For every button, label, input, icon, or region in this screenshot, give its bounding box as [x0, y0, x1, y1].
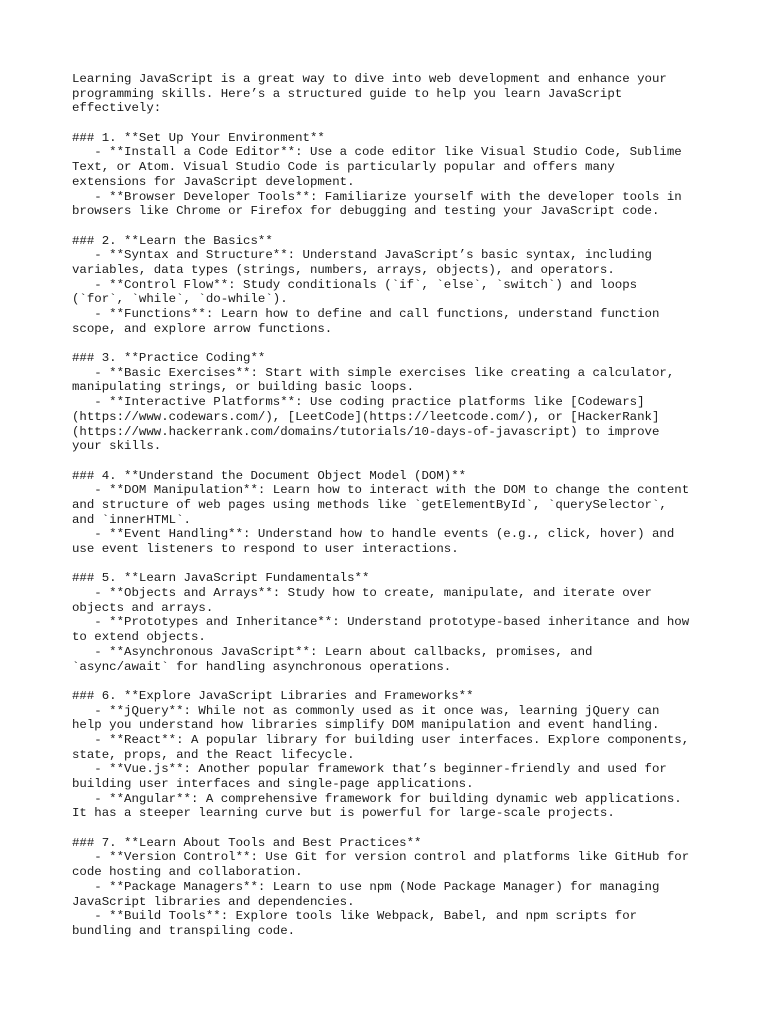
blank-line — [72, 116, 712, 131]
text-line: objects and arrays. — [72, 600, 214, 615]
blank-line — [72, 219, 712, 234]
section-heading: ### 5. **Learn JavaScript Fundamentals** — [72, 571, 370, 586]
text-line: help you understand how libraries simplify DOM manipulation and event handling. — [72, 718, 660, 733]
text-line: - **Interactive Platforms**: Use coding practice platforms like [Codewars] — [72, 395, 645, 410]
section-heading: ### 4. **Understand the Document Object Model (DOM)** — [72, 468, 467, 483]
blank-line — [72, 821, 712, 836]
text-line: - **Asynchronous JavaScript**: Learn about callbacks, promises, and — [72, 644, 593, 659]
text-line: and structure of web pages using methods like `getElementById`, `querySelector`, — [72, 497, 667, 512]
blank-line — [72, 454, 712, 469]
text-line: - **React**: A popular library for building user interfaces. Explore components, — [72, 732, 690, 747]
text-line: - **Version Control**: Use Git for version control and platforms like GitHub for — [72, 850, 690, 865]
text-line: effectively: — [72, 101, 162, 116]
text-line: - **Angular**: A comprehensive framework for building dynamic web applications. — [72, 791, 682, 806]
text-line: - **Vue.js**: Another popular framework that’s beginner-friendly and used for — [72, 762, 667, 777]
text-line: - **Build Tools**: Explore tools like Webpack, Babel, and npm scripts for — [72, 909, 638, 924]
text-line: - **Basic Exercises**: Start with simple exercises like creating a calculator, — [72, 365, 675, 380]
section-heading: ### 6. **Explore JavaScript Libraries and Frameworks** — [72, 688, 474, 703]
section-heading: ### 1. **Set Up Your Environment** — [72, 130, 325, 145]
text-line: scope, and explore arrow functions. — [72, 321, 333, 336]
blank-line — [72, 336, 712, 351]
text-line: use event listeners to respond to user interactions. — [72, 542, 459, 556]
text-line: (https://www.codewars.com/), [LeetCode](https://leetcode.com/), or [HackerRank] — [72, 409, 660, 424]
text-line: - **Browser Developer Tools**: Familiarize yourself with the developer tools in — [72, 189, 682, 204]
text-line: bundling and transpiling code. — [72, 923, 296, 938]
text-line: It has a steeper learning curve but is powerful for large-scale projects. — [72, 806, 615, 821]
text-line: - **Functions**: Learn how to define and call functions, understand function — [72, 307, 660, 321]
text-line: code hosting and collaboration. — [72, 865, 303, 880]
text-line: to extend objects. — [72, 630, 206, 645]
text-line: `async/await` for handling asynchronous operations. — [72, 659, 452, 674]
text-line: - **Prototypes and Inheritance**: Understand prototype-based inheritance and how — [72, 615, 690, 630]
text-line: variables, data types (strings, numbers, arrays, objects), and operators. — [72, 262, 615, 277]
text-line: (https://www.hackerrank.com/domains/tutorials/10-days-of-javascript) to improve — [72, 424, 660, 439]
text-line: - **Syntax and Structure**: Understand JavaScript’s basic syntax, including — [72, 248, 652, 263]
text-line: programming skills. Here’s a structured guide to help you learn JavaScript — [72, 86, 623, 101]
text-line: - **Event Handling**: Understand how to handle events (e.g., click, hover) and — [72, 527, 675, 542]
text-line: manipulating strings, or building basic loops. — [72, 380, 415, 395]
text-line: - **DOM Manipulation**: Learn how to interact with the DOM to change the content — [72, 483, 690, 498]
text-line: and `innerHTML`. — [72, 512, 191, 527]
document-page — [72, 72, 712, 939]
text-line: - **Objects and Arrays**: Study how to create, manipulate, and iterate over — [72, 586, 652, 601]
section-heading: ### 3. **Practice Coding** — [72, 351, 266, 366]
text-line: state, props, and the React lifecycle. — [72, 747, 355, 762]
text-line: browsers like Chrome or Firefox for debugging and testing your JavaScript code. — [72, 204, 660, 219]
section-heading: ### 7. **Learn About Tools and Best Practices** — [72, 835, 422, 850]
text-line: - **jQuery**: While not as commonly used as it once was, learning jQuery can — [72, 703, 660, 718]
blank-line — [72, 557, 712, 572]
text-line: your skills. — [72, 439, 162, 454]
text-line: - **Package Managers**: Learn to use npm (Node Package Manager) for managing — [72, 879, 660, 894]
text-line: Learning JavaScript is a great way to dive into web development and enhance your — [72, 72, 667, 86]
text-line: - **Install a Code Editor**: Use a code editor like Visual Studio Code, Sublime — [72, 145, 682, 160]
text-line: - **Control Flow**: Study conditionals (`if`, `else`, `switch`) and loops — [72, 277, 638, 292]
text-line: building user interfaces and single-page applications. — [72, 777, 474, 791]
text-line: Text, or Atom. Visual Studio Code is particularly popular and offers many — [72, 160, 615, 175]
blank-line — [72, 674, 712, 689]
section-heading: ### 2. **Learn the Basics** — [72, 233, 273, 248]
text-line: JavaScript libraries and dependencies. — [72, 894, 355, 909]
text-line: extensions for JavaScript development. — [72, 174, 355, 189]
text-line: (`for`, `while`, `do-while`). — [72, 292, 288, 307]
